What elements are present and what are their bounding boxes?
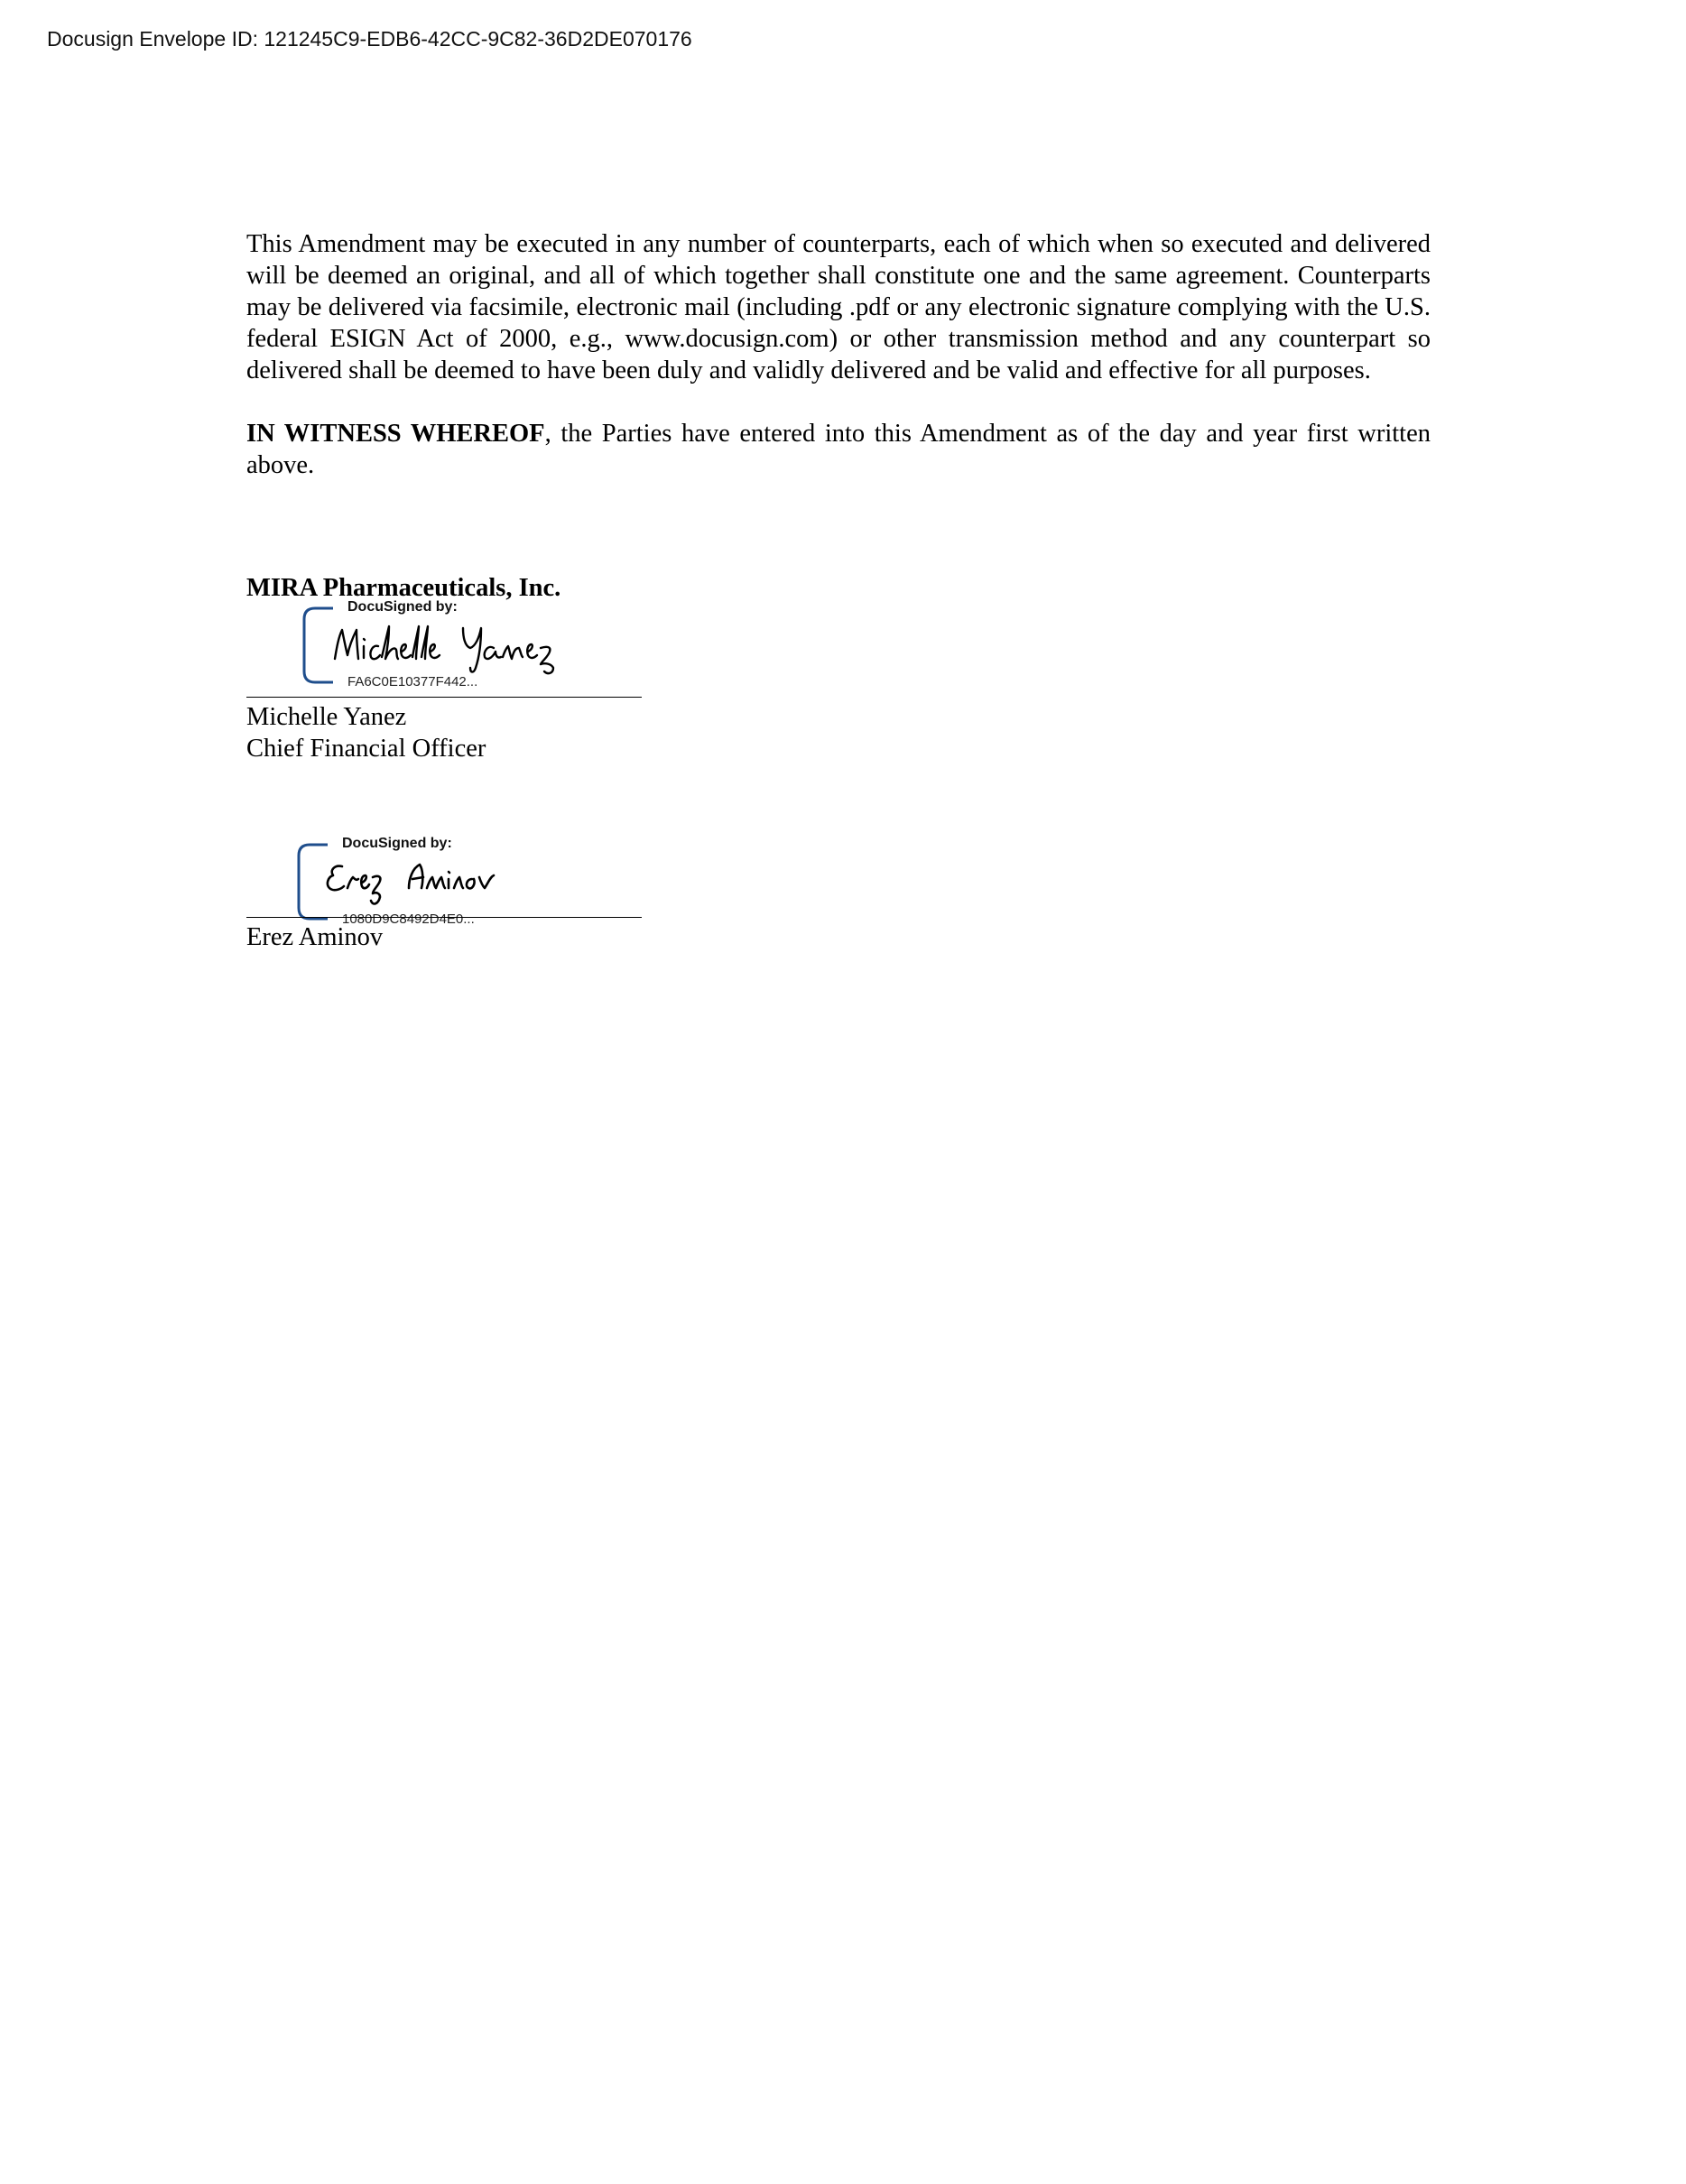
counterparts-paragraph: This Amendment may be executed in any number of counterparts, each of which when so executed and delivered will be deemed an original, and all of which together shall constitute one and the same agreement. Counterparts may be delivered via facsimile, electronic mail (including .pdf or any electronic signature complying with the U.S. federal ESIGN Act of 2000, e.g., www.docusign.com) or other transmission method and any counterpart so delivered shall be deemed to have been duly and validly delivered and be valid and effective for all purposes.: [246, 230, 1431, 384]
signature-line-2: [246, 917, 642, 918]
witness-paragraph: [246, 418, 1431, 481]
company-name: MIRA Pharmaceuticals, Inc.: [246, 574, 561, 602]
signature-erez-aminov: [322, 857, 557, 908]
signer-name-1: Michelle Yanez: [246, 703, 407, 731]
signer-name-2: Erez Aminov: [246, 923, 384, 951]
docusign-label: DocuSigned by:: [347, 599, 458, 615]
docusign-stamp-2: [295, 836, 530, 926]
docusign-label: DocuSigned by:: [342, 836, 452, 851]
document-body: [246, 228, 1431, 481]
signature-line-1: [246, 697, 642, 698]
witness-text: , the Parties have entered into this Amendment as of the day and year first written above.: [246, 420, 1431, 479]
docusign-stamp-1: [301, 599, 535, 689]
docusign-hash: 1080D9C8492D4E0...: [342, 912, 475, 927]
docusign-hash: FA6C0E10377F442...: [347, 674, 478, 689]
signature-michelle-yanez: [328, 619, 598, 677]
signer-title-1: Chief Financial Officer: [246, 735, 486, 763]
witness-heading: IN WITNESS WHEREOF: [246, 420, 545, 448]
docusign-envelope-id: Docusign Envelope ID: 121245C9-EDB6-42CC-9C82-36D2DE070176: [47, 27, 692, 51]
